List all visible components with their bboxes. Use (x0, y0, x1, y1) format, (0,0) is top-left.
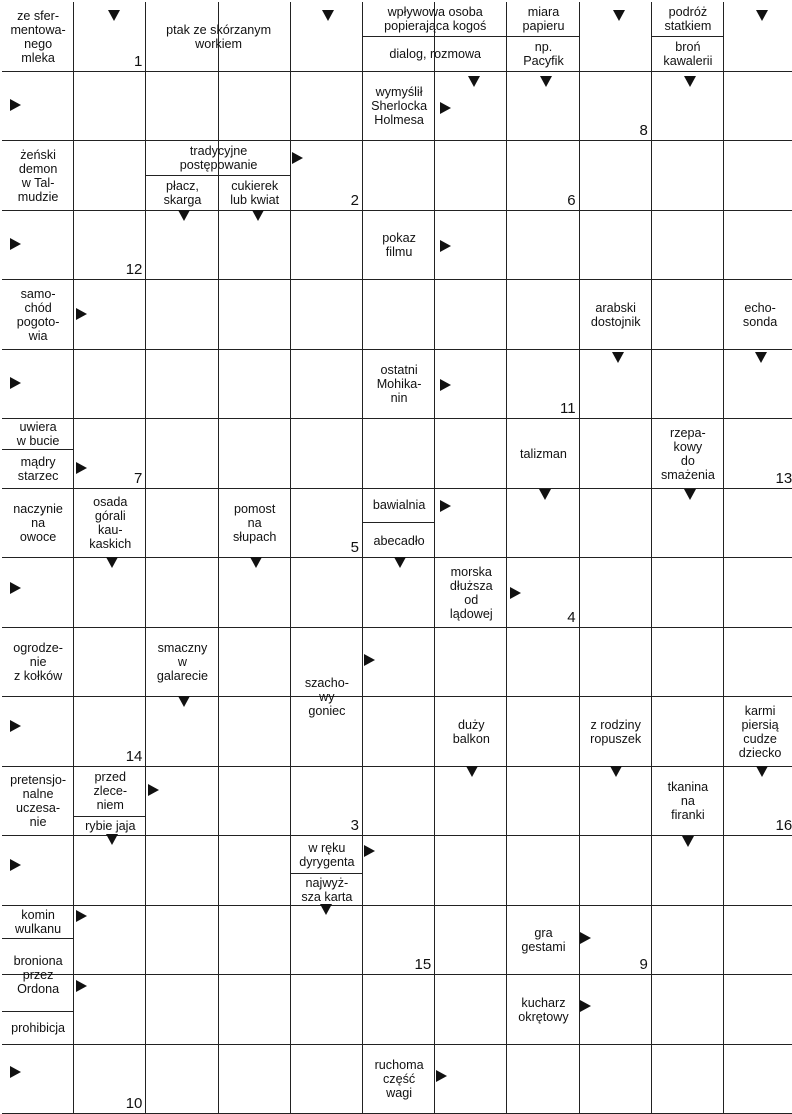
grid-cell[interactable] (363, 975, 435, 1045)
clue-c27: abecadło (363, 523, 435, 558)
grid-cell[interactable] (2, 1045, 74, 1114)
grid-cell[interactable] (219, 697, 291, 767)
grid-cell[interactable] (507, 280, 579, 350)
arrow-down-icon (178, 210, 190, 221)
grid-cell[interactable] (652, 1045, 724, 1114)
arrow-right-icon (436, 1070, 447, 1082)
clue-c18: ostatni Mohika- nin (363, 350, 435, 420)
grid-cell[interactable] (724, 836, 792, 906)
clue-c29: ogrodze- nie z kołków (2, 628, 74, 698)
grid-cell[interactable] (363, 697, 435, 767)
clue-c5: miara papieru (507, 2, 579, 37)
arrow-down-icon (755, 352, 767, 363)
grid-cell[interactable] (580, 141, 652, 211)
arrow-right-icon (10, 720, 21, 732)
grid-cell[interactable] (580, 628, 652, 698)
grid-cell[interactable] (146, 975, 218, 1045)
grid-cell[interactable] (724, 211, 792, 281)
arrow-right-icon (10, 377, 21, 389)
grid-cell[interactable] (652, 141, 724, 211)
grid-cell[interactable] (146, 767, 218, 837)
grid-cell[interactable] (724, 489, 792, 559)
grid-cell[interactable] (435, 628, 507, 698)
cell-number-15: 15 (407, 956, 431, 973)
grid-cell[interactable] (146, 558, 218, 628)
grid-cell[interactable] (146, 419, 218, 489)
arrow-right-icon (76, 462, 87, 474)
grid-cell[interactable] (652, 350, 724, 420)
arrow-right-icon (10, 99, 21, 111)
grid-cell[interactable] (652, 280, 724, 350)
grid-cell[interactable] (219, 419, 291, 489)
clue-c34: karmi piersią cudze dziecko (724, 697, 792, 767)
grid-cell[interactable] (146, 489, 218, 559)
grid-cell[interactable] (291, 72, 363, 142)
arrow-down-icon (610, 766, 622, 777)
grid-cell[interactable] (363, 419, 435, 489)
clue-c43: broniona przez Ordona (2, 939, 74, 1012)
arrow-down-icon (682, 836, 694, 847)
grid-cell[interactable] (291, 280, 363, 350)
arrow-down-icon (613, 10, 625, 21)
grid-cell[interactable] (652, 628, 724, 698)
grid-cell[interactable] (507, 836, 579, 906)
cell-number-12: 12 (118, 261, 142, 278)
clue-c1: ze sfer- mentowa- nego mleka (2, 2, 74, 72)
grid-cell[interactable] (363, 767, 435, 837)
clue-c15: samo- chód pogoto- wia (2, 280, 74, 350)
clue-c39: w ręku dyrygenta (291, 836, 363, 874)
grid-cell[interactable] (652, 975, 724, 1045)
grid-cell[interactable] (435, 280, 507, 350)
clue-c23: naczynie na owoce (2, 489, 74, 559)
clue-c24: osada górali kau- kaskich (74, 489, 146, 559)
grid-cell[interactable] (219, 906, 291, 976)
grid-cell[interactable] (724, 558, 792, 628)
cell-number-3: 3 (335, 817, 359, 834)
arrow-down-icon (540, 76, 552, 87)
grid-cell[interactable] (435, 906, 507, 976)
cell-number-5: 5 (335, 539, 359, 556)
grid-cell[interactable] (724, 628, 792, 698)
clue-c40: najwyż- sza karta (291, 874, 363, 905)
grid-cell[interactable] (146, 350, 218, 420)
grid-cell[interactable] (219, 628, 291, 698)
cell-number-1: 1 (118, 53, 142, 70)
grid-cell[interactable] (507, 211, 579, 281)
cell-number-13: 13 (768, 470, 792, 487)
arrow-down-icon (612, 352, 624, 363)
clue-c38: tkanina na firanki (652, 767, 724, 837)
grid-cell[interactable] (435, 836, 507, 906)
clue-c33: z rodziny ropuszek (580, 697, 652, 767)
arrow-right-icon (292, 152, 303, 164)
grid-cell[interactable] (219, 558, 291, 628)
clue-c28: morska dłuższa od lądowej (435, 558, 507, 628)
clue-c26: bawialnia (363, 489, 435, 524)
grid-cell[interactable] (580, 836, 652, 906)
clue-c35: pretensjo- nalne uczesa- nie (2, 767, 74, 837)
arrow-down-icon (684, 489, 696, 500)
grid-cell[interactable] (74, 141, 146, 211)
grid-cell[interactable] (652, 211, 724, 281)
grid-cell[interactable] (219, 280, 291, 350)
clue-c22: rzepa- kowy do smażenia (652, 419, 724, 489)
cell-number-10: 10 (118, 1095, 142, 1112)
grid-cell[interactable] (219, 975, 291, 1045)
arrow-right-icon (440, 500, 451, 512)
grid-cell[interactable] (219, 836, 291, 906)
grid-cell[interactable] (507, 697, 579, 767)
grid-cell[interactable] (74, 558, 146, 628)
grid-cell[interactable] (652, 697, 724, 767)
grid-cell[interactable] (580, 1045, 652, 1114)
grid-cell[interactable] (652, 558, 724, 628)
arrow-right-icon (148, 784, 159, 796)
arrow-down-icon (756, 10, 768, 21)
arrow-right-icon (76, 308, 87, 320)
cell-number-8: 8 (624, 122, 648, 139)
arrow-right-icon (76, 980, 87, 992)
grid-cell[interactable] (435, 489, 507, 559)
grid-cell[interactable] (219, 72, 291, 142)
cell-number-4: 4 (552, 609, 576, 626)
grid-cell[interactable] (74, 72, 146, 142)
arrow-right-icon (580, 932, 591, 944)
grid-cell[interactable] (291, 906, 363, 976)
grid-cell[interactable] (580, 489, 652, 559)
arrow-right-icon (10, 582, 21, 594)
grid-cell[interactable] (219, 1045, 291, 1114)
grid-cell[interactable] (146, 72, 218, 142)
grid-cell[interactable] (219, 350, 291, 420)
arrow-down-icon (178, 696, 190, 707)
arrow-right-icon (440, 379, 451, 391)
crossword-board (2, 2, 790, 1108)
grid-cell[interactable] (580, 211, 652, 281)
grid-cell[interactable] (291, 558, 363, 628)
clue-c2: ptak ze skórzanym workiem (146, 2, 290, 72)
clue-c7: podróż statkiem (652, 2, 724, 37)
grid-cell[interactable] (363, 280, 435, 350)
cell-number-11: 11 (552, 400, 576, 417)
arrow-right-icon (10, 238, 21, 250)
grid-cell[interactable] (435, 419, 507, 489)
arrow-down-icon (320, 904, 332, 915)
arrow-right-icon (10, 1066, 21, 1078)
clue-c17: echo- sonda (724, 280, 792, 350)
grid-cell[interactable] (507, 767, 579, 837)
grid-cell[interactable] (291, 1045, 363, 1114)
grid-cell[interactable] (363, 141, 435, 211)
clue-c44: prohibicja (2, 1012, 74, 1045)
arrow-right-icon (364, 845, 375, 857)
clue-c9: wymyślił Sherlocka Holmesa (363, 72, 435, 142)
grid-cell[interactable] (291, 350, 363, 420)
clue-c4: dialog, rozmowa (363, 37, 507, 72)
arrow-down-icon (108, 10, 120, 21)
arrow-down-icon (252, 210, 264, 221)
clue-c20: mądry starzec (2, 450, 74, 489)
grid-cell[interactable] (74, 836, 146, 906)
cell-number-9: 9 (624, 956, 648, 973)
clue-c32: duży balkon (435, 697, 507, 767)
arrow-down-icon (106, 834, 118, 845)
clue-c30: smaczny w galarecie (146, 628, 218, 698)
clue-c25: pomost na słupach (219, 489, 291, 559)
grid-cell[interactable] (435, 975, 507, 1045)
grid-cell[interactable] (219, 767, 291, 837)
arrow-down-icon (322, 10, 334, 21)
grid-cell[interactable] (580, 419, 652, 489)
arrow-right-icon (10, 859, 21, 871)
grid-cell[interactable] (724, 1045, 792, 1114)
grid-cell[interactable] (74, 350, 146, 420)
cell-number-6: 6 (552, 192, 576, 209)
clue-c46: ruchoma część wagi (363, 1045, 435, 1114)
grid-cell[interactable] (724, 141, 792, 211)
cell-number-2: 2 (335, 192, 359, 209)
arrow-right-icon (510, 587, 521, 599)
cell-number-7: 7 (118, 470, 142, 487)
arrow-right-icon (364, 654, 375, 666)
grid-cell[interactable] (363, 558, 435, 628)
grid-cell[interactable] (146, 836, 218, 906)
clue-c36: przed zlece- niem (74, 767, 146, 817)
grid-cell[interactable] (146, 906, 218, 976)
arrow-right-icon (76, 910, 87, 922)
grid-cell[interactable] (146, 280, 218, 350)
arrow-down-icon (684, 76, 696, 87)
clue-c11: tradycyjne postępowanie (146, 141, 290, 176)
grid-cell[interactable] (724, 72, 792, 142)
grid-cell[interactable] (291, 211, 363, 281)
cell-number-14: 14 (118, 748, 142, 765)
grid-cell[interactable] (724, 975, 792, 1045)
clue-c13: cukierek lub kwiat (219, 176, 291, 211)
clue-c21: talizman (507, 419, 579, 489)
arrow-down-icon (106, 557, 118, 568)
clue-c37: rybie jaja (74, 817, 146, 836)
grid-cell[interactable] (146, 1045, 218, 1114)
grid-cell[interactable] (507, 628, 579, 698)
grid-cell[interactable] (435, 141, 507, 211)
clue-c12: płacz, skarga (146, 176, 218, 211)
clue-c42: gra gestami (507, 906, 579, 976)
grid-cell[interactable] (724, 906, 792, 976)
clue-c6: np. Pacyfik (507, 37, 579, 72)
arrow-down-icon (756, 766, 768, 777)
grid-cell[interactable] (74, 628, 146, 698)
grid-cell[interactable] (291, 975, 363, 1045)
arrow-down-icon (466, 766, 478, 777)
grid-cell[interactable] (146, 697, 218, 767)
clue-c19: uwiera w bucie (2, 419, 74, 450)
grid-cell[interactable] (580, 558, 652, 628)
cell-number-16: 16 (768, 817, 792, 834)
clue-c3: wpływowa osoba popierająca kogoś (363, 2, 507, 37)
grid-cell[interactable] (652, 906, 724, 976)
clue-c41: komin wulkanu (2, 906, 74, 939)
grid-cell[interactable] (507, 1045, 579, 1114)
clue-c14: pokaz filmu (363, 211, 435, 281)
clue-c31: szacho- wy goniec (291, 652, 363, 742)
arrow-right-icon (440, 240, 451, 252)
clue-c8: broń kawalerii (652, 37, 724, 72)
clue-c16: arabski dostojnik (580, 280, 652, 350)
arrow-down-icon (539, 489, 551, 500)
arrow-right-icon (580, 1000, 591, 1012)
arrow-right-icon (440, 102, 451, 114)
arrow-down-icon (468, 76, 480, 87)
clue-c10: żeński demon w Tal- mudzie (2, 141, 74, 211)
grid-cell[interactable] (291, 419, 363, 489)
clue-c45: kucharz okrętowy (507, 975, 579, 1045)
arrow-down-icon (250, 557, 262, 568)
arrow-down-icon (394, 557, 406, 568)
